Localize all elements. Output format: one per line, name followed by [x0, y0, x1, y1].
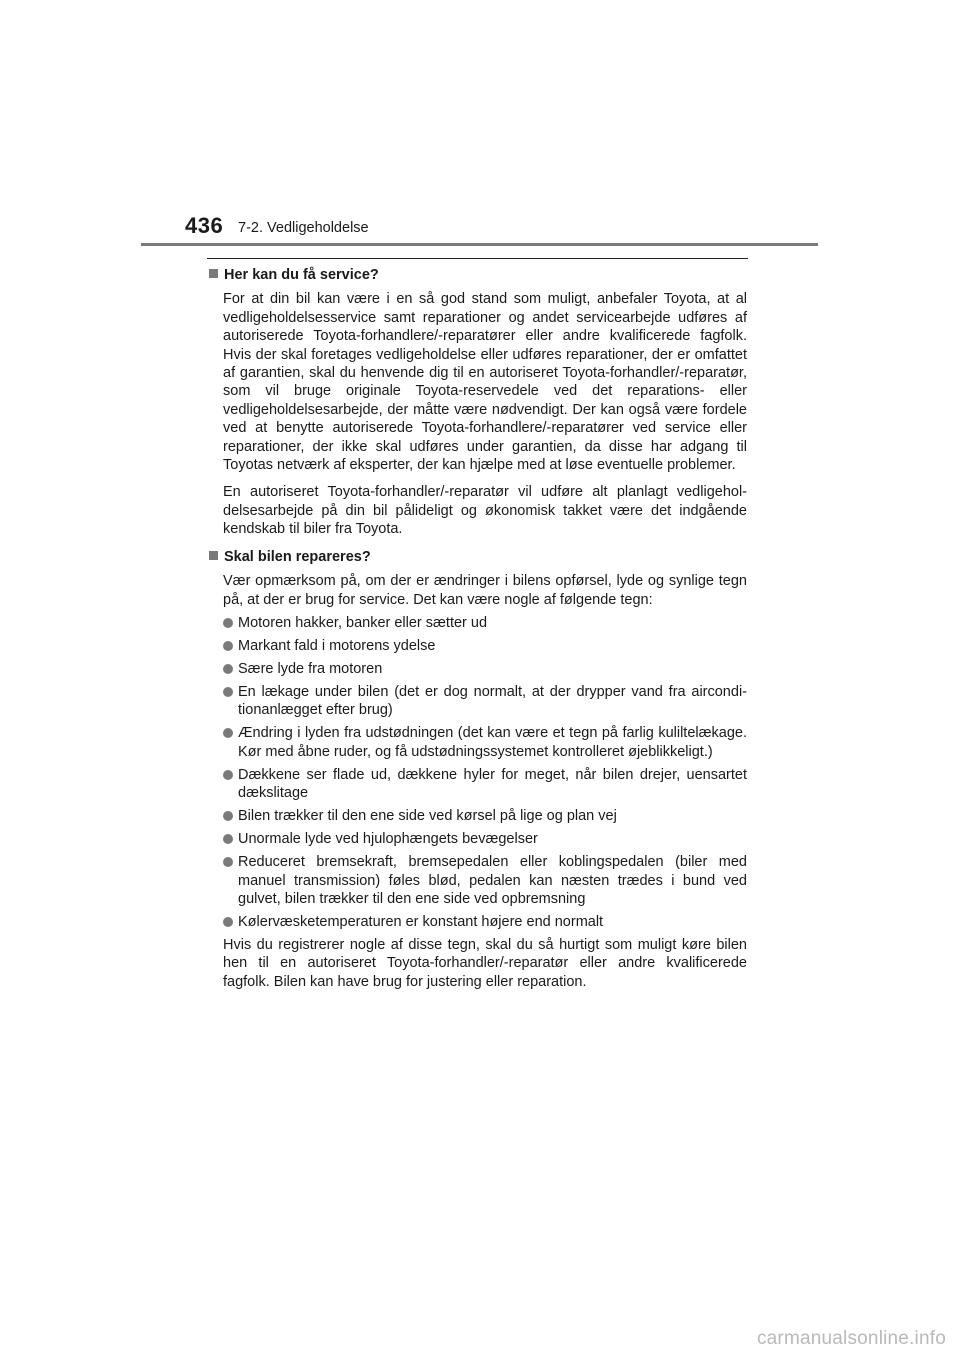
- section-heading-service: [209, 266, 747, 284]
- list-item: Reduceret bremsekraft, bremsepedalen eller koblingspedalen (biler med manuel transmission) føles blød, pedalen kan næsten trædes i bund ved gulvet, bilen trækker til den ene side ved opbremsning: [223, 853, 747, 908]
- list-item: En lækage under bilen (det er dog normalt, at der drypper vand fra aircondi-tionanlægget efter brug): [223, 683, 747, 720]
- list-item: Markant fald i motorens ydelse: [223, 637, 747, 655]
- list-item: Motoren hakker, banker eller sætter ud: [223, 614, 747, 632]
- list-item: Sære lyde fra motoren: [223, 660, 747, 678]
- paragraph: Vær opmærksom på, om der er ændringer i bilens opførsel, lyde og synlige tegn på, at der er brug for service. Det kan være nogle af følgende tegn:: [223, 573, 747, 608]
- symptom-list: [223, 614, 747, 931]
- bullet-dot-icon: [223, 641, 233, 651]
- list-item: Ændring i lyden fra udstødningen (det kan være et tegn på farlig kuliltelækage. Kør med åbne ruder, og få udstødningssystemet kontrolleret øjeblikkeligt.): [223, 724, 747, 761]
- paragraph: For at din bil kan være i en så god stand som muligt, anbefaler Toyota, at al vedligeholdelsesservice samt reparationer og andet servicearbejde udføres af autoriserede Toyota-forhandlere/-reparatører eller andre kvalificerede fagfolk. Hvis der skal foretages vedligeholdelse eller udføres reparationer, der er omfattet af garantien, skal du henvende dig til en autoriseret Toyota-forhandler/-reparatør, som vil bruge originale Toyota-reservedele ved det reparations- eller vedligeholdelsesarbejde, der måtte være nødvendigt. Der kan også være fordele ved at benytte autoriserede Toyota-forhandlere/-reparatører ved service eller reparationer, der ikke skal udføres under garantien, da disse har adgang til Toyotas netværk af eksperter, der kan hjælpe med at løse eventuelle problemer.: [223, 291, 747, 474]
- bullet-dot-icon: [223, 664, 233, 674]
- bullet-dot-icon: [223, 917, 233, 927]
- bullet-dot-icon: [223, 834, 233, 844]
- section-rule: [207, 258, 748, 259]
- paragraph: Hvis du registrerer nogle af disse tegn, skal du så hurtigt som muligt køre bilen hen til en autoriseret Toyota-forhandler/-reparatør eller andre kvalificerede fagfolk. Bilen kan have brug for justering eller reparation.: [223, 936, 747, 990]
- bullet-dot-icon: [223, 687, 233, 697]
- square-bullet-icon: [209, 551, 218, 560]
- bullet-dot-icon: [223, 811, 233, 821]
- list-item: Bilen trækker til den ene side ved kørsel på lige og plan vej: [223, 807, 747, 825]
- bullet-dot-icon: [223, 728, 233, 738]
- section-heading-text: Her kan du få service?: [224, 267, 379, 283]
- page-number: 436: [185, 213, 224, 238]
- bullet-dot-icon: [223, 857, 233, 867]
- section-heading-text: Skal bilen repareres?: [224, 548, 371, 565]
- square-bullet-icon: [209, 269, 218, 278]
- paragraph: En autoriseret Toyota-forhandler/-reparatør vil udføre alt planlagt vedligehol-delsesarbejde på din bil pålideligt og økonomisk takket være det indgående kendskab til biler fra Toyota.: [223, 484, 747, 538]
- chapter-title: 7-2. Vedligeholdelse: [238, 220, 369, 236]
- list-item: Kølervæsketemperaturen er konstant højere end normalt: [223, 913, 747, 931]
- list-item: Dækkene ser flade ud, dækkene hyler for meget, når bilen drejer, uensartet dækslitage: [223, 766, 747, 803]
- bullet-dot-icon: [223, 618, 233, 628]
- main-content: [209, 266, 747, 991]
- bullet-dot-icon: [223, 770, 233, 780]
- header-rule: [141, 243, 818, 246]
- section-heading-repair: [209, 548, 747, 566]
- list-item: Unormale lyde ved hjulophængets bevægelser: [223, 830, 747, 848]
- watermark: carmanualsonline.info: [756, 1328, 946, 1349]
